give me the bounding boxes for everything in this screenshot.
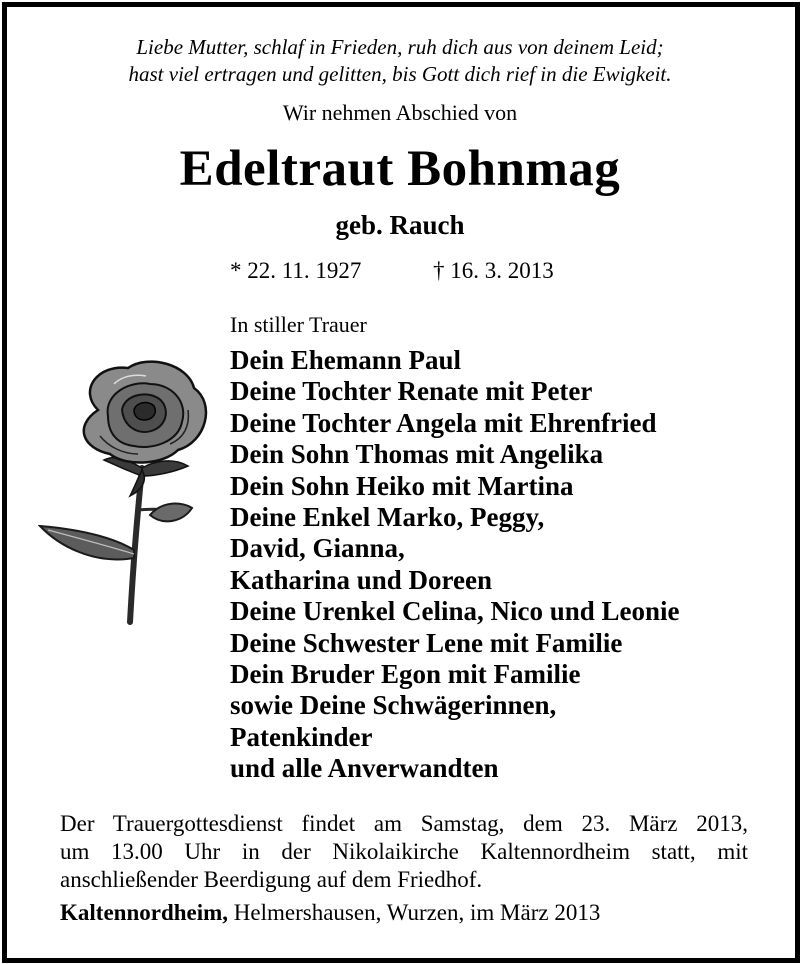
service-line-1: Der Trauergottesdienst findet am Samstag, dem 23. März 2013, [60, 811, 748, 836]
mourning-intro: In stiller Trauer [230, 312, 367, 337]
mourner-line: Deine Tochter Angela mit Ehrenfried [230, 407, 657, 438]
mourner-line: Patenkinder [230, 721, 373, 752]
mourners-list [230, 345, 680, 785]
deceased-name: Edeltraut Bohnmag [179, 141, 621, 197]
mourner-line: sowie Deine Schwägerinnen, [230, 690, 557, 721]
mourner-line: Deine Urenkel Celina, Nico und Leonie [230, 596, 680, 627]
funeral-service-text [60, 810, 748, 894]
service-line-3: anschließender Beerdigung auf dem Friedhof. [60, 867, 483, 892]
rose-icon [38, 350, 218, 628]
mourner-line: Deine Enkel Marko, Peggy, [230, 502, 545, 533]
poem-line-2: hast viel ertragen und gelitten, bis Gott dich rief in die Ewigkeit. [128, 62, 672, 86]
birth-date: * 22. 11. 1927 [230, 258, 362, 283]
mourner-line: Katharina und Doreen [230, 564, 493, 595]
place-and-date [60, 900, 600, 926]
place-bold: Kaltennordheim, [60, 900, 229, 925]
mourner-line: Deine Tochter Renate mit Peter [230, 376, 593, 407]
mourner-line: Dein Bruder Egon mit Familie [230, 659, 581, 690]
maiden-name: geb. Rauch [335, 210, 465, 240]
death-date: † 16. 3. 2013 [433, 258, 554, 283]
service-line-2: um 13.00 Uhr in der Nikolaikirche Kaltennordheim statt, mit [60, 839, 748, 864]
mourner-line: Dein Sohn Heiko mit Martina [230, 470, 574, 501]
mourner-line: Deine Schwester Lene mit Familie [230, 627, 623, 658]
mourner-line: David, Gianna, [230, 533, 405, 564]
poem-line-1: Liebe Mutter, schlaf in Frieden, ruh dich aus von deinem Leid; [136, 35, 664, 59]
mourner-line: Dein Ehemann Paul [230, 345, 462, 375]
mourner-line: und alle Anverwandten [230, 753, 499, 784]
place-rest: Helmershausen, Wurzen, im März 2013 [228, 900, 601, 925]
mourner-line: Dein Sohn Thomas mit Angelika [230, 439, 604, 470]
farewell-intro: Wir nehmen Abschied von [282, 100, 518, 125]
